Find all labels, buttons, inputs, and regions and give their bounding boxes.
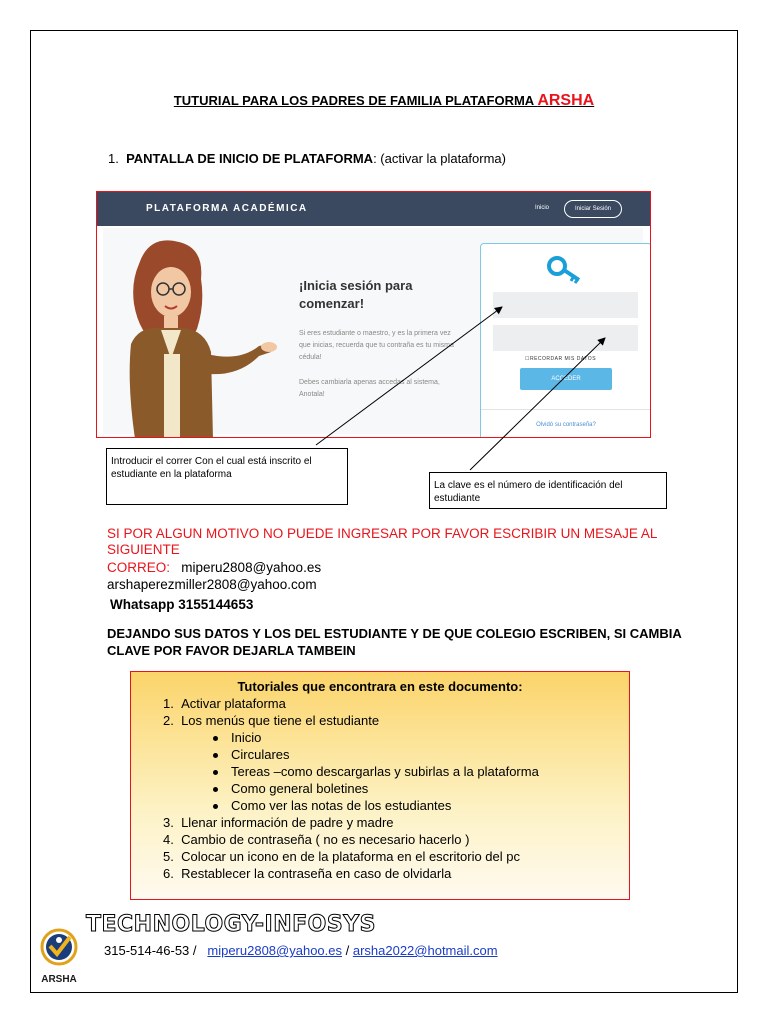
footer-separator: / [342, 943, 353, 958]
toc-item-2 [163, 712, 379, 729]
footer-separator: / [189, 943, 201, 958]
step-title: PANTALLA DE INICIO DE PLATAFORMA [126, 151, 374, 166]
arrow-to-password-field [470, 338, 605, 470]
toc-subtext: Como general boletines [231, 781, 369, 796]
toc-item-3 [163, 814, 394, 831]
tutorials-box [130, 671, 630, 900]
remember-checkbox: ☐RECORDAR MIS DATOS [525, 356, 597, 362]
step-number: 1. [108, 151, 119, 166]
toc-text: Activar plataforma [181, 696, 286, 711]
footer-phone: 315-514-46-53 [104, 943, 190, 958]
arsha-logo-icon [37, 927, 81, 985]
whatsapp-contact: Whatsapp 3155144653 [110, 597, 254, 612]
callout-email: Introducir el correr Con el cual está inscrito el estudiante en la plataforma [106, 448, 348, 505]
platform-paragraph-2: Debes cambiarla apenas accedas al sistema, Anotala! [299, 379, 440, 398]
title-text: TUTURIAL PARA LOS PADRES DE FAMILIA PLATAFORMA [173, 93, 538, 108]
toc-num: 2. [163, 713, 174, 728]
toc-subitem-3 [213, 763, 539, 780]
toc-subitem-4 [213, 780, 368, 797]
toc-text: Restablecer la contraseña en caso de olvidarla [181, 866, 452, 881]
platform-paragraph-1: Si eres estudiante o maestro, y es la primera vez que inicias, recuerda que tu contraña es tu misma cédula! [299, 330, 454, 361]
toc-subitem-2 [213, 746, 290, 763]
toc-num: 6. [163, 866, 174, 881]
toc-item-5 [163, 848, 520, 865]
bullet-icon [213, 753, 218, 758]
toc-text: Llenar información de padre y madre [181, 815, 394, 830]
toc-num: 5. [163, 849, 174, 864]
footer-contacts [104, 943, 498, 958]
step-note: : (activar la plataforma) [373, 151, 506, 166]
footer-email-1-link[interactable]: miperu2808@yahoo.es [207, 943, 342, 958]
toc-subtext: Inicio [231, 730, 262, 745]
toc-num: 4. [163, 832, 174, 847]
platform-heading: ¡Inicia sesión para comenzar! [299, 278, 413, 311]
contact-block [107, 559, 321, 593]
instructions-note: DEJANDO SUS DATOS Y LOS DEL ESTUDIANTE Y DE QUE COLEGIO ESCRIBEN, SI CAMBIA CLAVE POR FAVOR DEJARLA TAMBEIN [107, 626, 682, 658]
bullet-icon [213, 804, 218, 809]
logo-text: ARSHA [41, 974, 77, 985]
contact-email-1: miperu2808@yahoo.es [181, 560, 322, 575]
footer-email-2-link[interactable]: arsha2022@hotmail.com [352, 943, 498, 958]
access-button: ACCEDER [520, 368, 612, 390]
correo-label: CORREO: [107, 560, 171, 575]
toc-text: Los menús que tiene el estudiante [181, 713, 380, 728]
toc-subitem-5 [213, 797, 451, 814]
forgot-password-link: Olvidó su contraseña? [536, 422, 596, 428]
nav-inicio-link: Inicio [535, 205, 550, 211]
bullet-icon [213, 787, 218, 792]
bullet-icon [213, 736, 218, 741]
toc-num: 3. [163, 815, 174, 830]
toc-subitem-1 [213, 729, 261, 746]
toc-item-1 [163, 695, 286, 712]
nav-login-button: Iniciar Sesión [564, 200, 622, 218]
toc-text: Cambio de contraseña ( no es necesario hacerlo ) [181, 832, 470, 847]
callout-password: La clave es el número de identificación del estudiante [429, 472, 667, 509]
toc-subtext: Circulares [231, 747, 290, 762]
support-notice: SI POR ALGUN MOTIVO NO PUEDE INGRESAR POR FAVOR ESCRIBIR UN MESAJE AL SIGUIENTE [107, 526, 657, 557]
toc-subtext: Como ver las notas de los estudiantes [231, 798, 452, 813]
toc-subtext: Tereas –como descargarlas y subirlas a la plataforma [231, 764, 539, 779]
company-name: TECHNOLOGY-INFOSYS [86, 912, 376, 937]
contact-email-2: arshaperezmiller2808@yahoo.com [107, 577, 317, 592]
toc-num: 1. [163, 696, 174, 711]
toc-text: Colocar un icono en de la plataforma en el escritorio del pc [181, 849, 520, 864]
toc-item-6 [163, 865, 451, 882]
tutorials-title: Tutoriales que encontrara en este documento: [237, 679, 523, 694]
platform-logo: PLATAFORMA ACADÉMICA [146, 203, 308, 214]
arrow-to-email-field [316, 307, 502, 445]
title-brand: ARSHA [537, 92, 595, 109]
toc-item-4 [163, 831, 469, 848]
bullet-icon [213, 770, 218, 775]
remember-label: RECORDAR MIS DATOS [529, 356, 597, 362]
